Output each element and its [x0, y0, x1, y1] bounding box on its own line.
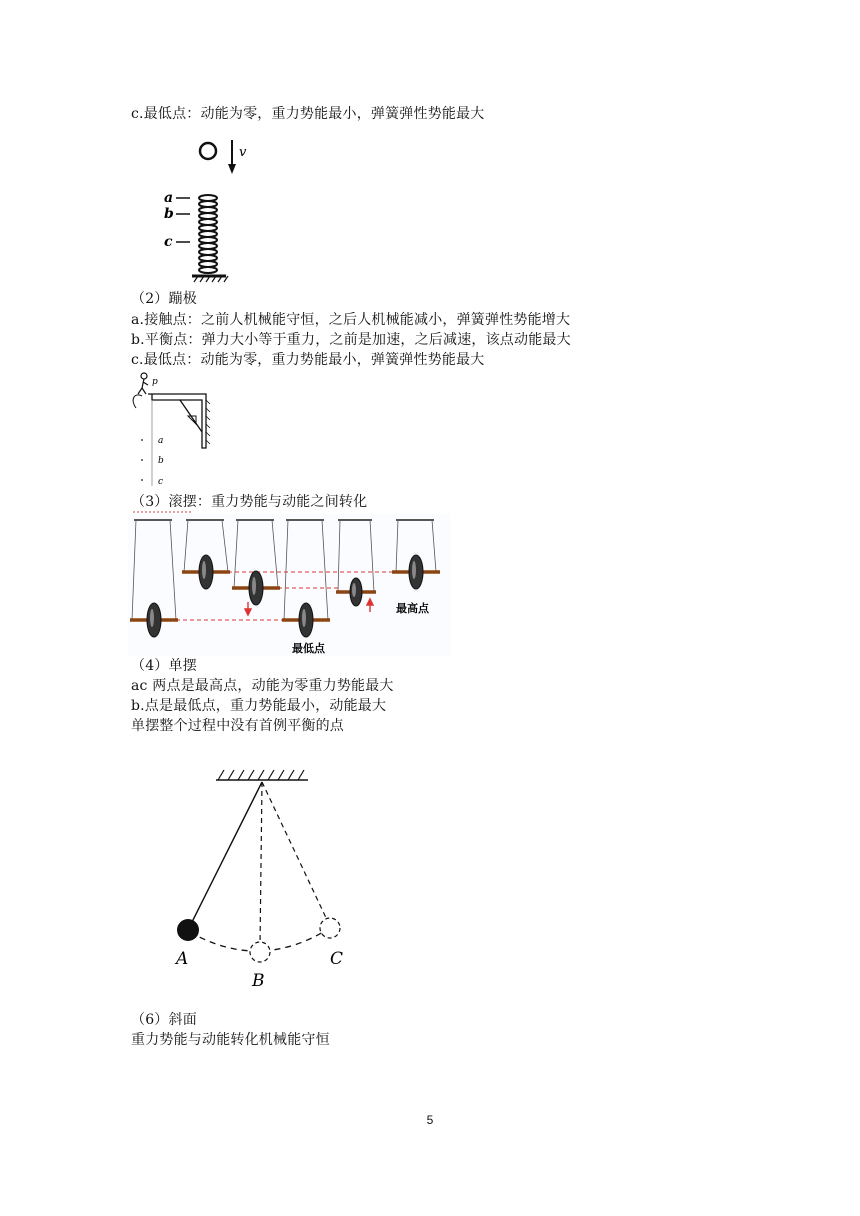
highest-point-label: 最高点 [396, 602, 429, 615]
spring-label-a: a [164, 190, 174, 206]
pendulum-bob-a-icon [177, 919, 199, 941]
text-line-ac-highest: ac 两点是最高点，动能为零重力势能最大 [131, 678, 394, 694]
text-line-lowest-point-spring: c.最低点：动能为零，重力势能最小，弹簧弹性势能最大 [131, 106, 485, 122]
pendulum-label-b: B [252, 971, 265, 991]
pendulum-figure [170, 766, 370, 996]
arrow-down-icon [228, 164, 236, 174]
person-icon [138, 373, 148, 394]
text-line-contact-point: a.接触点：之前人机械能守恒，之后人机械能减小，弹簧弹性势能增大 [131, 312, 571, 328]
bungee-figure [128, 370, 218, 490]
spring-figure [160, 134, 247, 284]
bungee-person-label: p [152, 377, 158, 387]
spring-label-b: b [164, 206, 174, 222]
spring-icon [199, 195, 217, 273]
text-line-equilibrium-point: b.平衡点：弹力大小等于重力，之前是加速，之后减速，该点动能最大 [131, 332, 571, 348]
ball-icon [200, 143, 216, 159]
page-number: 5 [426, 1113, 434, 1127]
section-incline: （6）斜面 [131, 1012, 197, 1028]
text-line-lowest-point-bungee: c.最低点：动能为零，重力势能最小，弹簧弹性势能最大 [131, 352, 485, 368]
bungee-label-a: a [158, 436, 164, 446]
pendulum-label-c: C [330, 949, 344, 969]
bungee-label-c: c [158, 477, 164, 487]
pendulum-bob-b-icon [250, 942, 270, 962]
bungee-label-b: b [158, 456, 164, 466]
spring-label-c: c [164, 234, 173, 250]
pendulum-bob-c-icon [320, 918, 340, 938]
section-maxwell-wheel: （3）滚摆：重力势能与动能之间转化 [131, 494, 368, 510]
section-bungee: （2）蹦极 [131, 291, 197, 307]
maxwell-wheel-figure [128, 514, 450, 656]
text-line-incline-conservation: 重力势能与动能转化机械能守恒 [131, 1032, 330, 1048]
text-line-b-lowest: b.点是最低点，重力势能最小，动能最大 [131, 698, 387, 714]
pendulum-label-a: A [176, 949, 189, 969]
section-simple-pendulum: （4）单摆 [131, 658, 197, 674]
text-line-no-equilibrium: 单摆整个过程中没有首例平衡的点 [131, 718, 344, 734]
lowest-point-label: 最低点 [292, 642, 325, 655]
velocity-label: v [239, 145, 247, 160]
